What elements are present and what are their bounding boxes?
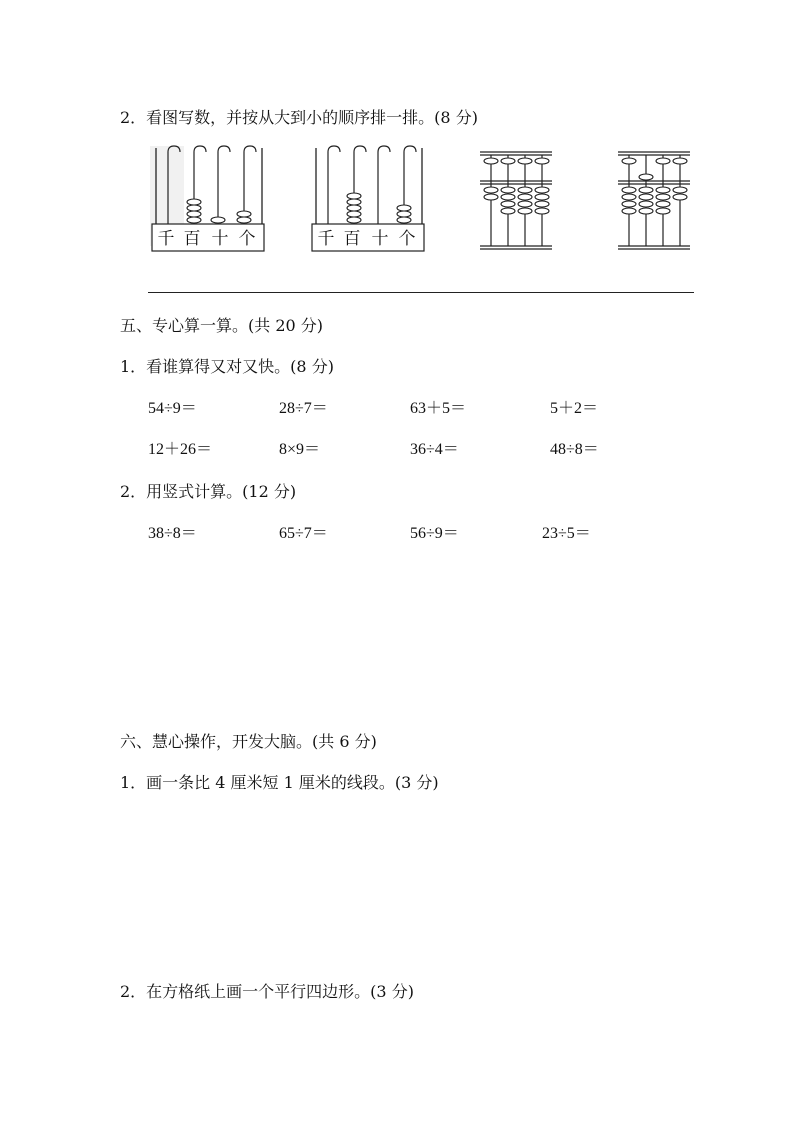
label-hundreds: 百	[343, 229, 361, 249]
label-thousands: 千	[317, 229, 335, 249]
section-5-q1-title: 1．看谁算得又对又快。(8 分)	[120, 357, 334, 376]
label-tens: 十	[371, 229, 389, 249]
expr-5-2-4: 23÷5＝	[542, 525, 591, 542]
label-hundreds: 百	[183, 229, 201, 249]
abacus-bead	[187, 211, 201, 217]
upper-bead	[484, 158, 498, 164]
lower-bead	[639, 194, 653, 200]
lower-bead	[518, 194, 532, 200]
upper-bead	[656, 158, 670, 164]
label-tens: 十	[211, 229, 229, 249]
abacus-question-title: 2．看图写数，并按从大到小的顺序排一排。(8 分)	[120, 108, 478, 127]
grid-paper-area[interactable]	[148, 1016, 694, 1112]
abacus-bead	[347, 217, 361, 223]
abacus-bead	[237, 217, 251, 223]
expr-5-2-1: 38÷8＝	[148, 525, 197, 542]
lower-bead	[484, 187, 498, 193]
lower-bead	[673, 187, 687, 193]
expr-5-1-2: 28÷7＝	[279, 400, 328, 417]
lower-bead	[656, 208, 670, 214]
label-ones: 个	[398, 229, 416, 249]
lower-bead	[622, 194, 636, 200]
section-5-title: 五、专心算一算。(共 20 分)	[120, 316, 324, 335]
expr-5-1-5: 12＋26＝	[148, 441, 213, 458]
abacus-bead	[187, 199, 201, 205]
upper-bead	[639, 174, 653, 180]
lower-bead	[656, 201, 670, 207]
abacus-bead	[397, 217, 411, 223]
expr-5-1-6: 8×9＝	[279, 441, 321, 458]
lower-bead	[501, 201, 515, 207]
upper-bead	[673, 158, 687, 164]
lower-bead	[622, 201, 636, 207]
expr-5-1-4: 5＋2＝	[550, 400, 599, 417]
lower-bead	[501, 187, 515, 193]
lower-bead	[639, 208, 653, 214]
lower-bead	[501, 208, 515, 214]
lower-bead	[518, 201, 532, 207]
lower-bead	[639, 201, 653, 207]
lower-bead	[484, 194, 498, 200]
label-ones: 个	[238, 229, 256, 249]
lower-bead	[656, 194, 670, 200]
lower-bead	[518, 208, 532, 214]
answer-line[interactable]	[148, 292, 694, 293]
expr-5-1-8: 48÷8＝	[550, 441, 599, 458]
lower-bead	[622, 208, 636, 214]
section-6-q1-title: 1．画一条比 4 厘米短 1 厘米的线段。(3 分)	[120, 773, 439, 792]
upper-bead	[518, 158, 532, 164]
lower-bead	[535, 194, 549, 200]
lower-bead	[501, 194, 515, 200]
abacus-bead	[347, 193, 361, 199]
section-6-title: 六、慧心操作，开发大脑。(共 6 分)	[120, 732, 377, 751]
abacus-bead	[187, 205, 201, 211]
upper-bead	[535, 158, 549, 164]
abacus-bead	[347, 199, 361, 205]
expr-5-1-7: 36÷4＝	[410, 441, 459, 458]
abacus-bead	[347, 205, 361, 211]
section-5-q2-title: 2．用竖式计算。(12 分)	[120, 482, 297, 501]
abacus-bead	[397, 205, 411, 211]
lower-bead	[535, 201, 549, 207]
lower-bead	[535, 208, 549, 214]
lower-bead	[639, 187, 653, 193]
expr-5-2-3: 56÷9＝	[410, 525, 459, 542]
lower-bead	[656, 187, 670, 193]
lower-bead	[518, 187, 532, 193]
abacus-2	[310, 142, 430, 254]
abacus-bead	[187, 217, 201, 223]
lower-bead	[535, 187, 549, 193]
abacus-bead	[397, 211, 411, 217]
expr-5-1-1: 54÷9＝	[148, 400, 197, 417]
lower-bead	[673, 194, 687, 200]
label-thousands: 千	[157, 229, 175, 249]
expr-5-2-2: 65÷7＝	[279, 525, 328, 542]
abacus-4	[616, 150, 692, 252]
abacus-3	[478, 150, 554, 252]
abacus-bead	[347, 211, 361, 217]
abacus-bead	[237, 211, 251, 217]
section-6-q2-title: 2．在方格纸上画一个平行四边形。(3 分)	[120, 982, 414, 1001]
abacus-bead	[211, 217, 225, 223]
vertical-calc-work-area[interactable]	[148, 556, 694, 716]
lower-bead	[622, 187, 636, 193]
abacus-1	[150, 142, 270, 254]
expr-5-1-3: 63＋5＝	[410, 400, 467, 417]
upper-bead	[622, 158, 636, 164]
upper-bead	[501, 158, 515, 164]
line-drawing-area[interactable]	[148, 806, 694, 966]
